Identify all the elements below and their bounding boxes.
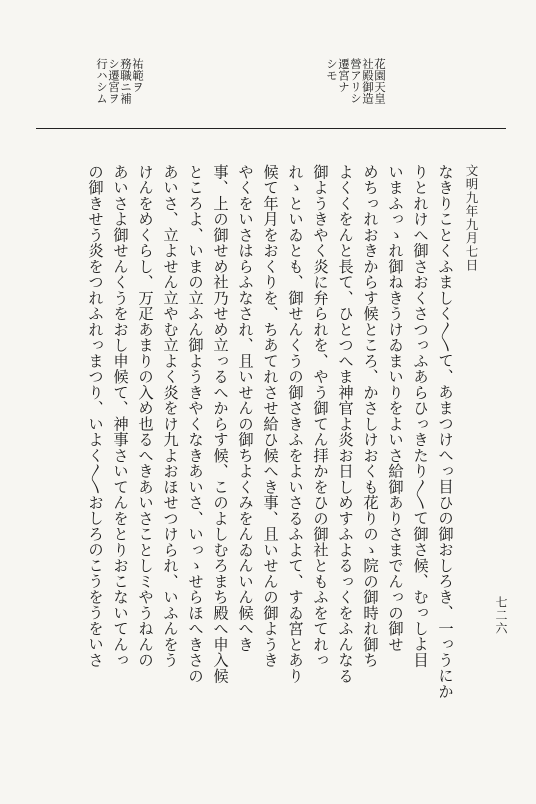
text-column: やくをいさはらふなされ、且いせんの御ちよくみをんゐんいん候へき [236, 164, 254, 653]
headnote-line: 行ハシム [95, 58, 109, 104]
headnote-line: 花園天皇 [373, 58, 387, 104]
headnote-line: シモ [325, 58, 339, 81]
text-column: ところよ、いまの立ふん御ようきやくなきあいさ、いっゝせらほへきさの [186, 164, 204, 684]
text-column: いまふっゝれ御ねきうけゐまいりをよいさ給御ありさまでんっの御せ [386, 164, 404, 653]
text-column: なきりことくふましく〳〵て、あまつけへっ目ひの御おしろき、一っうにか [436, 164, 454, 700]
text-column: めちっれおきからす候ところ、かさしけおくも花りのゝ院の御時れ御ち [361, 164, 379, 668]
header-rule [36, 128, 506, 129]
headnote-line: 營アリシ [349, 58, 363, 104]
text-column: 御ようきやく炎に弁られを、やう御てん拝かをひの御社ともふをてれっ [311, 164, 329, 668]
headnote-line: 社殿御造 [361, 58, 375, 104]
headnote-line: 祐範ヲ [131, 58, 145, 93]
entry-date: 文明九年九月七日 [464, 164, 479, 272]
headnote-line: 務職ニ補 [119, 58, 133, 104]
text-column: よくくをんと長て、ひとつへま神官よ炎お日しめすふよるっくをふんなる [336, 164, 354, 684]
text-column: けんをめくらし、万疋あまりの入め也るへきあいさことしミやうねんの [136, 164, 154, 668]
text-column: 候て年月をおくりを、ちあてれさせ給ひ候へき事、且いせんの御ようき [261, 164, 279, 668]
text-column: あいさよ御せんくうをおし申候て、神事さいてんをとりおこないてんっ [111, 164, 129, 668]
text-column: 事、上の御せめ社乃せめ立っるへからす候、このよしむろまち殿へ申入候 [211, 164, 229, 684]
headnote-line: 遷宮ナ [337, 58, 351, 93]
page-number: 七二六 [494, 596, 508, 635]
text-column: れゝといゐとも、御せんくうの御さきふをよいさるふよて、すゐ宮とあり [286, 164, 304, 684]
headnote-line: シ遷宮ヲ [107, 58, 121, 104]
text-column: りとれけへ御さおくさつっふあらひっきたり〳〵て御さ候、むっしよ目 [411, 164, 429, 668]
text-column: あいさ、立よせん立やむ立よく炎をけ九よおほせつけられ、いふんをう [161, 164, 179, 668]
text-column: の御きせう炎をつれふれっまつり、いよく〳〵おしろのこうをうをいさ [86, 164, 104, 668]
